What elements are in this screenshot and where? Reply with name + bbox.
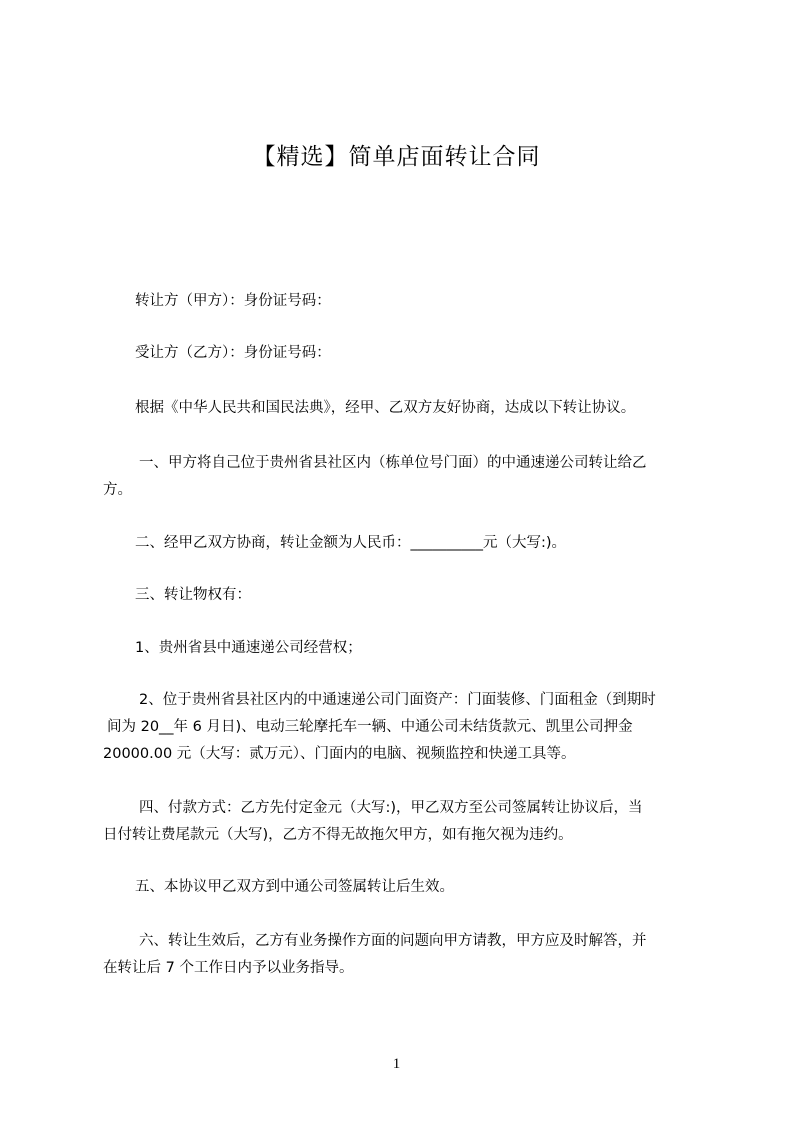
paragraph-clause-5	[103, 874, 693, 901]
paragraph-clause-6	[103, 928, 693, 982]
paragraph-line: 一、甲方将自己位于贵州省县社区内（栋单位号门面）的中通速递公司转让给乙	[139, 455, 647, 471]
paragraph-line: 在转让后 7 个工作日内予以业务指导。	[103, 960, 354, 976]
paragraph-line: 20000.00 元（大写：贰万元）、门面内的电脑、视频监控和快递工具等。	[103, 746, 576, 762]
paragraph-line: 1、贵州省县中通速递公司经营权；	[135, 640, 362, 656]
page-number: 1	[392, 1056, 401, 1072]
paragraph-clause-3	[103, 582, 693, 609]
paragraph-line: 六、转让生效后，乙方有业务操作方面的问题向甲方请教，甲方应及时解答，并	[139, 933, 647, 949]
paragraph-transferor	[103, 288, 693, 315]
paragraph-line: 转让方（甲方）：身份证号码：	[135, 293, 331, 309]
paragraph-item-2	[103, 687, 693, 768]
paragraph-line: 受让方（乙方）：身份证号码：	[135, 345, 331, 361]
paragraph-clause-1	[103, 450, 693, 504]
paragraph-line: 五、本协议甲乙双方到中通公司签属转让后生效。	[135, 879, 454, 895]
paragraph-line: 二、经甲乙双方协商，转让金额为人民币：__________元（大写:)。	[135, 535, 567, 551]
paragraph-line: 三、转让物权有：	[135, 587, 251, 603]
paragraph-line: 根据《中华人民共和国民法典》，经甲、乙双方友好协商，达成以下转让协议。	[135, 400, 636, 416]
paragraph-clause-4	[103, 795, 693, 849]
paragraph-item-1	[103, 635, 693, 662]
paragraph-transferee	[103, 340, 693, 367]
paragraph-line: 间为 20__年 6 月日)、电动三轮摩托车一辆、中通公司未结货款元、凯里公司押金	[107, 719, 633, 735]
document-title: 【精选】简单店面转让合同	[252, 144, 541, 170]
paragraph-clause-2	[103, 530, 693, 557]
paragraph-line: 2、位于贵州省县社区内的中通速递公司门面资产：门面装修、门面租金（到期时	[139, 692, 656, 708]
paragraph-line: 日付转让费尾款元（大写)，乙方不得无故拖欠甲方，如有拖欠视为违约。	[103, 827, 573, 843]
paragraph-basis	[103, 395, 693, 422]
paragraph-line: 方。	[103, 482, 132, 498]
paragraph-line: 四、付款方式：乙方先付定金元（大写:)，甲乙双方至公司签属转让协议后，当	[139, 800, 643, 816]
